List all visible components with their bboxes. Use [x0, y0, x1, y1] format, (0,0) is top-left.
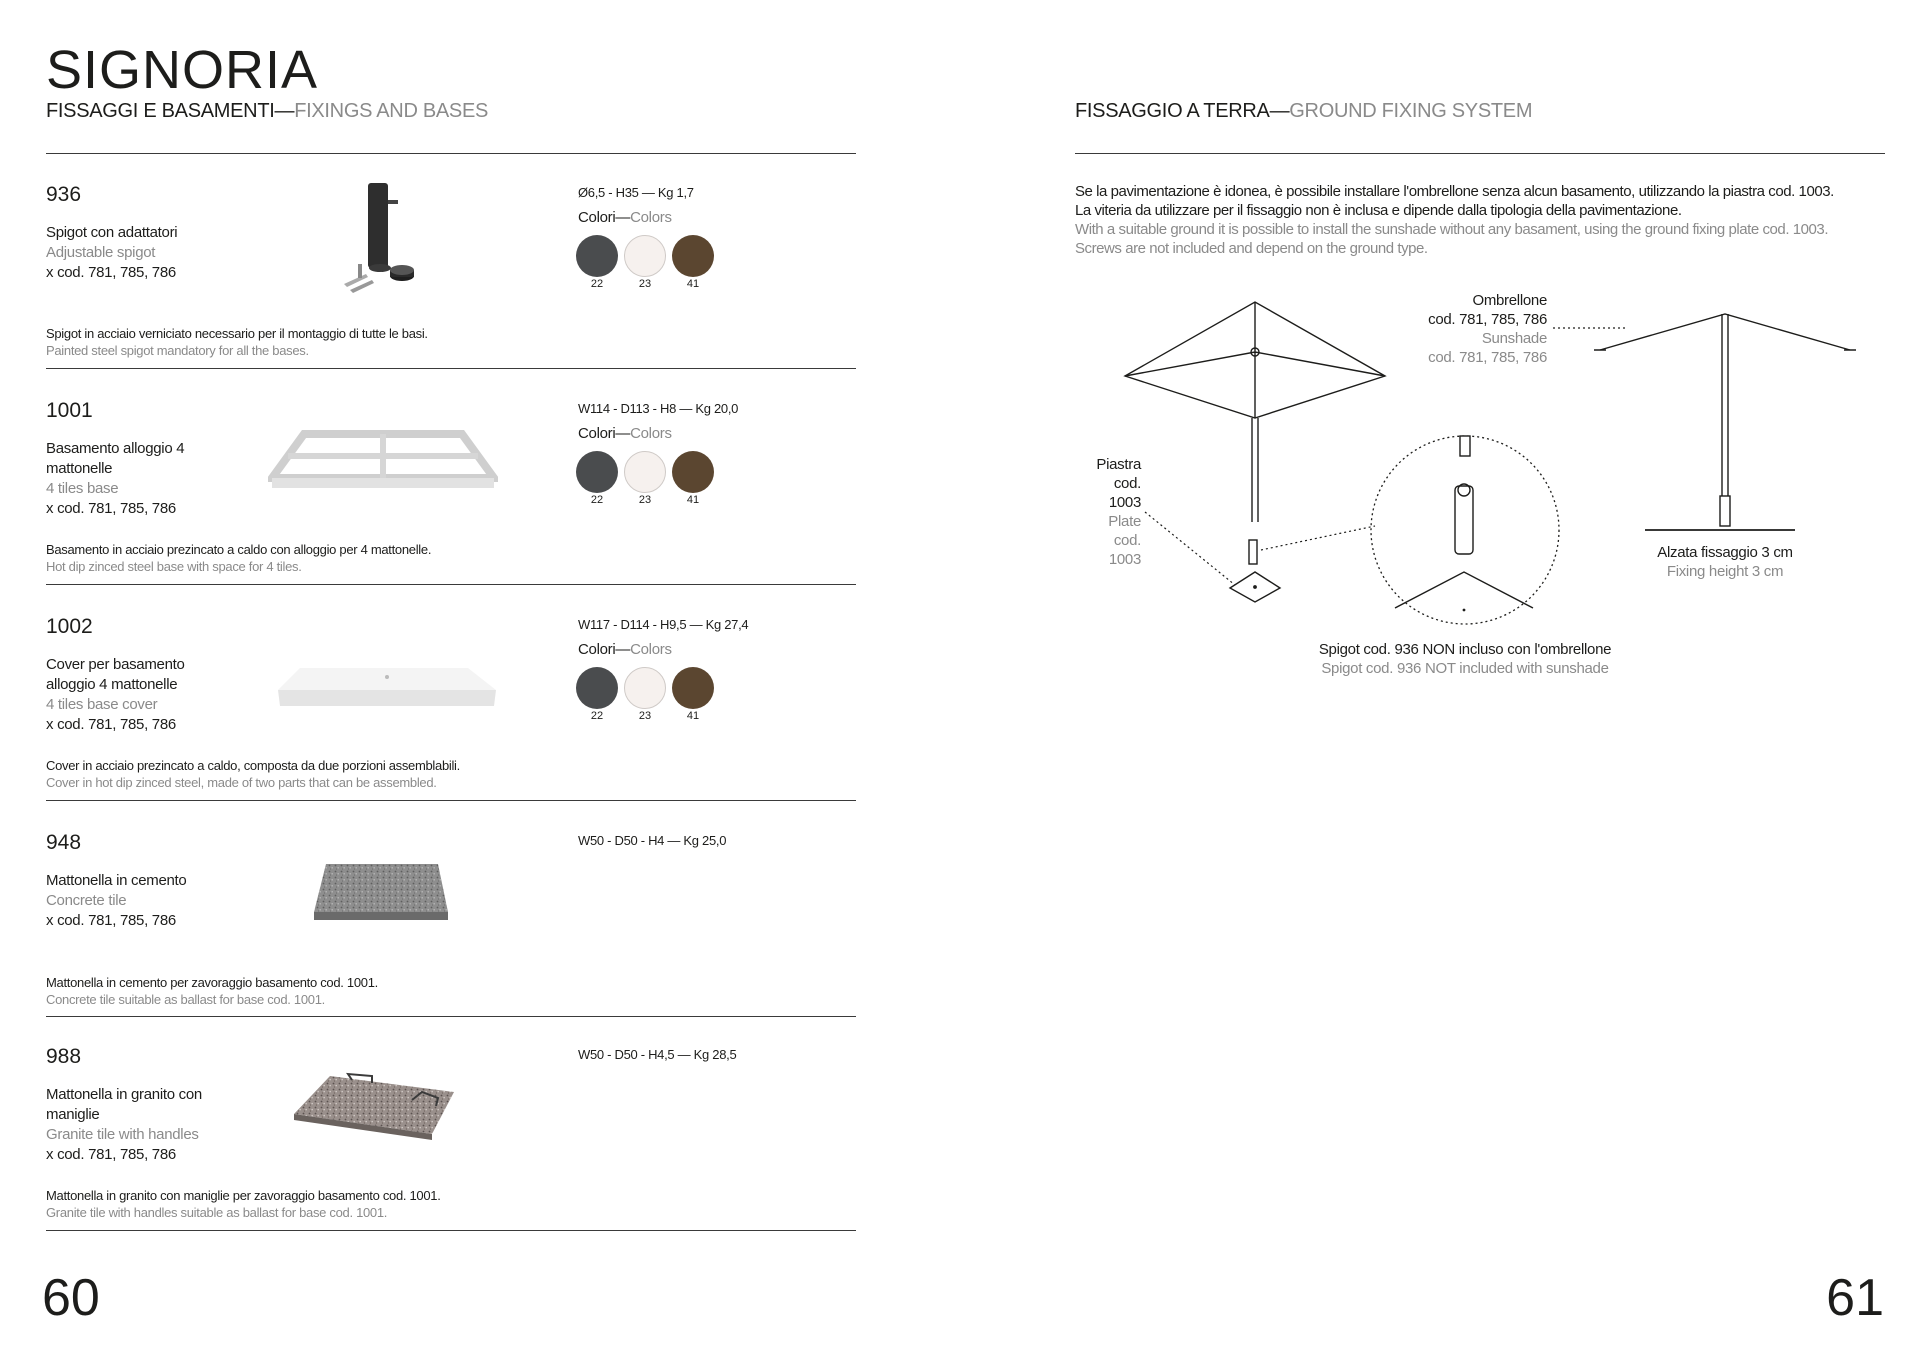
product-divider [46, 1230, 856, 1231]
colors-label [578, 641, 672, 659]
product-specs: W117 - D114 - H9,5 — Kg 27,4 [578, 617, 749, 632]
product-divider [46, 1016, 856, 1017]
colors-label-it: Colori [578, 425, 616, 442]
granite-tile-image [290, 1070, 460, 1150]
fixing-height-label [1625, 543, 1825, 581]
product-name-en: 4 tiles base cover [46, 696, 158, 713]
product-name-it: Cover per basamento alloggio 4 mattonelle [46, 656, 185, 693]
spigot-detail-circle [1371, 436, 1559, 624]
product-name-it: Basamento alloggio 4 mattonelle [46, 440, 185, 477]
right-section-title [1075, 99, 1532, 123]
fixing-height-en: Fixing height 3 cm [1666, 563, 1784, 580]
intro-it-line-2: La viteria da utilizzare per il fissaggio non è inclusa e dipende dalla tipologia della pavimentazione. [1075, 202, 1682, 219]
intro-en-line-1: With a suitable ground it is possible to install the sunshade without any basament, using the ground fixing plate cod. 1003. [1075, 221, 1829, 238]
product-code: 936 [46, 183, 82, 206]
left-section-title [46, 99, 488, 123]
swatch-circle [672, 667, 714, 709]
product-name-en: 4 tiles base [46, 480, 119, 497]
product-description [46, 1187, 441, 1221]
color-swatches [576, 235, 714, 290]
product-description-en: Painted steel spigot mandatory for all the bases. [46, 343, 309, 358]
left-section-title-it: FISSAGGI E BASAMENTI [46, 100, 275, 122]
right-section-title-sep: — [1269, 100, 1290, 122]
product-description-it: Basamento in acciaio prezincato a caldo con alloggio per 4 mattonelle. [46, 542, 432, 557]
product-description-en: Concrete tile suitable as ballast for base cod. 1001. [46, 992, 325, 1007]
umbrella-elevation-drawing [1594, 314, 1856, 530]
product-divider [46, 800, 856, 801]
product-description-it: Cover in acciaio prezincato a caldo, composta da due porzioni assemblabili. [46, 758, 460, 773]
product-compat: x cod. 781, 785, 786 [46, 500, 176, 517]
colors-label-sep: — [615, 209, 631, 226]
swatch-number: 22 [590, 494, 604, 506]
product-compat: x cod. 781, 785, 786 [46, 264, 176, 281]
color-swatch[interactable] [672, 667, 714, 722]
product-code: 1001 [46, 399, 93, 422]
swatch-number: 22 [590, 278, 604, 290]
right-section-title-it: FISSAGGIO A TERRA [1075, 100, 1270, 122]
product-description [46, 974, 378, 1008]
product-description-it: Spigot in acciaio verniciato necessario per il montaggio di tutte le basi. [46, 326, 428, 341]
color-swatch[interactable] [672, 235, 714, 290]
swatch-circle [576, 667, 618, 709]
product-name [46, 439, 216, 519]
right-section-title-en: GROUND FIXING SYSTEM [1289, 100, 1533, 122]
header-divider [46, 153, 856, 154]
plate-label-en-1: Plate [1108, 513, 1141, 530]
product-compat: x cod. 781, 785, 786 [46, 912, 176, 929]
umbrella-code-it: cod. 781, 785, 786 [1428, 311, 1547, 328]
color-swatch[interactable] [576, 451, 618, 506]
product-compat: x cod. 781, 785, 786 [46, 716, 176, 733]
page-number-right: 61 [1826, 1269, 1884, 1327]
color-swatches [576, 667, 714, 722]
swatch-number: 23 [638, 494, 652, 506]
color-swatch[interactable] [672, 451, 714, 506]
color-swatches [576, 451, 714, 506]
swatch-number: 23 [638, 278, 652, 290]
product-specs: W50 - D50 - H4,5 — Kg 28,5 [578, 1047, 737, 1062]
product-name [46, 1085, 226, 1165]
swatch-number: 41 [686, 710, 700, 722]
plate-label-it-3: 1003 [1108, 494, 1141, 511]
swatch-circle [672, 235, 714, 277]
page-number-left: 60 [42, 1269, 100, 1327]
colors-label-sep: — [615, 425, 631, 442]
product-description-en: Hot dip zinced steel base with space for 4 tiles. [46, 559, 302, 574]
left-section-title-en: FIXINGS AND BASES [294, 100, 489, 122]
umbrella-label [1393, 291, 1547, 367]
fixing-height-it: Alzata fissaggio 3 cm [1657, 544, 1793, 561]
swatch-circle [576, 451, 618, 493]
umbrella-code-en: cod. 781, 785, 786 [1428, 349, 1547, 366]
umbrella-label-it: Ombrellone [1472, 292, 1547, 309]
swatch-circle [672, 451, 714, 493]
plate-label-en-2: cod. [1113, 532, 1141, 549]
concrete-tile-image [310, 858, 450, 928]
swatch-circle [576, 235, 618, 277]
colors-label-en: Colors [630, 425, 672, 442]
plate-label-it-2: cod. [1113, 475, 1141, 492]
tile-base-image [268, 428, 498, 498]
color-swatch[interactable] [624, 235, 666, 290]
plate-label-en-3: 1003 [1108, 551, 1141, 568]
product-name-en: Granite tile with handles [46, 1126, 199, 1143]
left-section-title-sep: — [274, 100, 295, 122]
colors-label [578, 425, 672, 443]
product-name [46, 223, 266, 283]
product-compat: x cod. 781, 785, 786 [46, 1146, 176, 1163]
product-description-en: Cover in hot dip zinced steel, made of two parts that can be assembled. [46, 775, 437, 790]
product-description [46, 757, 460, 791]
product-code: 948 [46, 831, 82, 854]
product-name [46, 871, 266, 931]
colors-label-en: Colors [630, 209, 672, 226]
brand-title: SIGNORIA [46, 40, 319, 100]
product-description [46, 541, 431, 575]
right-header-divider [1075, 153, 1885, 154]
intro-en-line-2: Screws are not included and depend on the ground type. [1075, 240, 1428, 257]
product-specs: W50 - D50 - H4 — Kg 25,0 [578, 833, 727, 848]
swatch-circle [624, 667, 666, 709]
colors-label [578, 209, 672, 227]
swatch-number: 41 [686, 494, 700, 506]
product-description-it: Mattonella in granito con maniglie per zavoraggio basamento cod. 1001. [46, 1188, 441, 1203]
product-code: 988 [46, 1045, 82, 1068]
base-cover-image [272, 660, 502, 720]
swatch-number: 23 [638, 710, 652, 722]
product-description-it: Mattonella in cemento per zavoraggio basamento cod. 1001. [46, 975, 378, 990]
product-description [46, 325, 428, 359]
plate-label [1075, 455, 1141, 569]
colors-label-it: Colori [578, 209, 616, 226]
colors-label-sep: — [615, 641, 631, 658]
product-name-en: Adjustable spigot [46, 244, 156, 261]
intro-it-line-1: Se la pavimentazione è idonea, è possibile installare l'ombrellone senza alcun basamento, utilizzando la piastra cod. 1003. [1075, 183, 1834, 200]
spigot-note-en: Spigot cod. 936 NOT included with sunshade [1321, 660, 1609, 677]
product-name-it: Spigot con adattatori [46, 224, 178, 241]
swatch-number: 41 [686, 278, 700, 290]
swatch-circle [624, 451, 666, 493]
intro-text [1075, 182, 1834, 258]
colors-label-en: Colors [630, 641, 672, 658]
product-name-en: Concrete tile [46, 892, 127, 909]
swatch-number: 22 [590, 710, 604, 722]
colors-label-it: Colori [578, 641, 616, 658]
spigot-note-it: Spigot cod. 936 NON incluso con l'ombrellone [1318, 641, 1612, 658]
product-name-it: Mattonella in granito con maniglie [46, 1086, 202, 1123]
product-description-en: Granite tile with handles suitable as ballast for base cod. 1001. [46, 1205, 388, 1220]
spigot-image [330, 178, 440, 298]
product-name-it: Mattonella in cemento [46, 872, 187, 889]
product-divider [46, 368, 856, 369]
umbrella-perspective-drawing [1125, 302, 1385, 602]
product-specs: Ø6,5 - H35 — Kg 1,7 [578, 185, 694, 200]
plate-label-it-1: Piastra [1096, 456, 1141, 473]
color-swatch[interactable] [624, 667, 666, 722]
swatch-circle [624, 235, 666, 277]
umbrella-label-en: Sunshade [1481, 330, 1547, 347]
product-divider [46, 584, 856, 585]
product-name [46, 655, 216, 735]
product-specs: W114 - D113 - H8 — Kg 20,0 [578, 401, 739, 416]
color-swatch[interactable] [624, 451, 666, 506]
color-swatch[interactable] [576, 235, 618, 290]
spigot-note-label [1270, 640, 1660, 678]
product-code: 1002 [46, 615, 93, 638]
color-swatch[interactable] [576, 667, 618, 722]
